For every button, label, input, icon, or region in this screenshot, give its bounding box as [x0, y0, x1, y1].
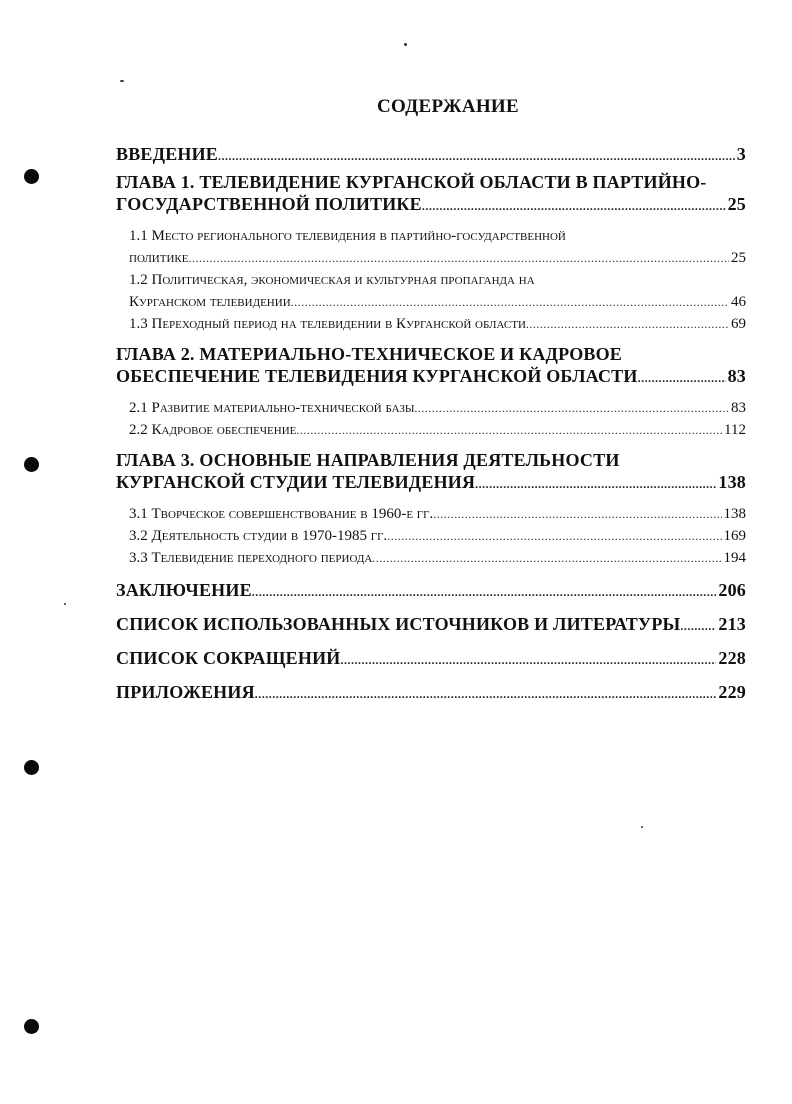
toc-entry-page: 169: [723, 528, 746, 544]
toc-section-3-3[interactable]: [116, 547, 746, 569]
toc-entry-sources[interactable]: [116, 613, 746, 637]
section-title-line: 2.2 Кадровое обеспечение: [129, 422, 297, 438]
toc-entry-conclusion[interactable]: [116, 579, 746, 603]
toc-section-1-1[interactable]: [116, 225, 746, 269]
dot-leader: [252, 579, 717, 603]
section-title-line: 3.3 Телевидение переходного периода: [129, 550, 373, 566]
section-title-line: политике: [129, 250, 189, 266]
toc-section-1-2[interactable]: [116, 269, 746, 313]
toc-entry-page: 25: [727, 194, 746, 214]
scan-speck: [641, 826, 643, 828]
chapter-title-line: ГЛАВА 1. ТЕЛЕВИДЕНИЕ КУРГАНСКОЙ ОБЛАСТИ В ПАРТИЙНО-: [116, 172, 707, 192]
dot-leader: [188, 247, 729, 269]
chapter-title-line: ГЛАВА 3. ОСНОВНЫЕ НАПРАВЛЕНИЯ ДЕЯТЕЛЬНОСТИ: [116, 450, 620, 470]
chapter-title-line: ГЛАВА 2. МАТЕРИАЛЬНО-ТЕХНИЧЕСКОЕ И КАДРОВОЕ: [116, 344, 623, 364]
section-title-line: 1.1 Место регионального телевидения в партийно-государственной: [129, 228, 566, 244]
toc-entry-page: 194: [723, 550, 746, 566]
toc-entry-appendices[interactable]: [116, 681, 746, 705]
dot-leader: [680, 613, 716, 637]
toc-entry-page: 229: [718, 682, 746, 702]
section-title-line: 3.1 Творческое совершенствование в 1960-е гг.: [129, 506, 434, 522]
dot-leader: [526, 313, 729, 335]
toc-entry-page: 69: [731, 316, 746, 332]
toc-entry-page: 83: [731, 400, 746, 416]
dot-leader: [422, 193, 726, 217]
toc-chapter-2[interactable]: [116, 343, 746, 389]
toc-section-2-1[interactable]: [116, 397, 746, 419]
toc-section-1-3[interactable]: [116, 313, 746, 335]
table-of-contents: [116, 143, 746, 705]
toc-section-2-2[interactable]: [116, 419, 746, 441]
dot-leader: [433, 503, 721, 525]
toc-entry-page: 228: [718, 648, 746, 668]
scan-speck: [64, 603, 66, 605]
section-title-line: 1.3 Переходный период на телевидении в Курганской области: [129, 316, 526, 332]
toc-entry-page: 138: [718, 472, 746, 492]
section-title-line: 1.2 Политическая, экономическая и культурная пропаганда на: [129, 272, 535, 288]
chapter-title-line: ГОСУДАРСТВЕННОЙ ПОЛИТИКЕ: [116, 194, 422, 214]
toc-entry-abbreviations[interactable]: [116, 647, 746, 671]
section-title-line: 2.1 Развитие материально-технической базы: [129, 400, 415, 416]
dot-leader: [475, 471, 716, 495]
dot-leader: [218, 143, 735, 167]
toc-title: СОДЕРЖАНИЕ: [377, 96, 519, 117]
punch-hole-mark: [24, 169, 39, 184]
dot-leader: [414, 397, 729, 419]
toc-entry-label: ПРИЛОЖЕНИЯ: [116, 682, 255, 702]
toc-entry-label: ВВЕДЕНИЕ: [116, 144, 219, 164]
toc-entry-page: 3: [736, 144, 746, 164]
toc-entry-page: 83: [727, 366, 746, 386]
punch-hole-mark: [24, 1019, 39, 1034]
scan-speck: [404, 43, 407, 46]
toc-entry-page: 138: [723, 506, 746, 522]
punch-hole-mark: [24, 457, 39, 472]
chapter-title-line: КУРГАНСКОЙ СТУДИИ ТЕЛЕВИДЕНИЯ: [116, 472, 476, 492]
scan-speck: [120, 80, 124, 82]
dot-leader: [372, 547, 721, 569]
toc-entry-page: 112: [724, 422, 746, 438]
toc-entry-label: СПИСОК ИСПОЛЬЗОВАННЫХ ИСТОЧНИКОВ И ЛИТЕРАТУРЫ: [116, 614, 681, 634]
dot-leader: [387, 525, 721, 547]
punch-hole-mark: [24, 760, 39, 775]
section-title-line: Курганском телевидении: [129, 294, 291, 310]
chapter-title-line: ОБЕСПЕЧЕНИЕ ТЕЛЕВИДЕНИЯ КУРГАНСКОЙ ОБЛАСТИ: [116, 366, 638, 386]
toc-entry-page: 25: [731, 250, 746, 266]
toc-entry-introduction[interactable]: [116, 143, 746, 167]
toc-entry-label: ЗАКЛЮЧЕНИЕ: [116, 580, 252, 600]
dot-leader: [638, 365, 726, 389]
toc-entry-page: 46: [731, 294, 746, 310]
toc-entry-page: 213: [718, 614, 746, 634]
toc-section-3-1[interactable]: [116, 503, 746, 525]
toc-entry-page: 206: [718, 580, 746, 600]
toc-chapter-3[interactable]: [116, 449, 746, 495]
toc-section-3-2[interactable]: [116, 525, 746, 547]
dot-leader: [296, 419, 722, 441]
dot-leader: [291, 291, 729, 313]
section-title-line: 3.2 Деятельность студии в 1970-1985 гг.: [129, 528, 388, 544]
dot-leader: [255, 681, 717, 705]
toc-entry-label: СПИСОК СОКРАЩЕНИЙ: [116, 648, 341, 668]
dot-leader: [340, 647, 716, 671]
toc-chapter-1[interactable]: [116, 171, 746, 217]
